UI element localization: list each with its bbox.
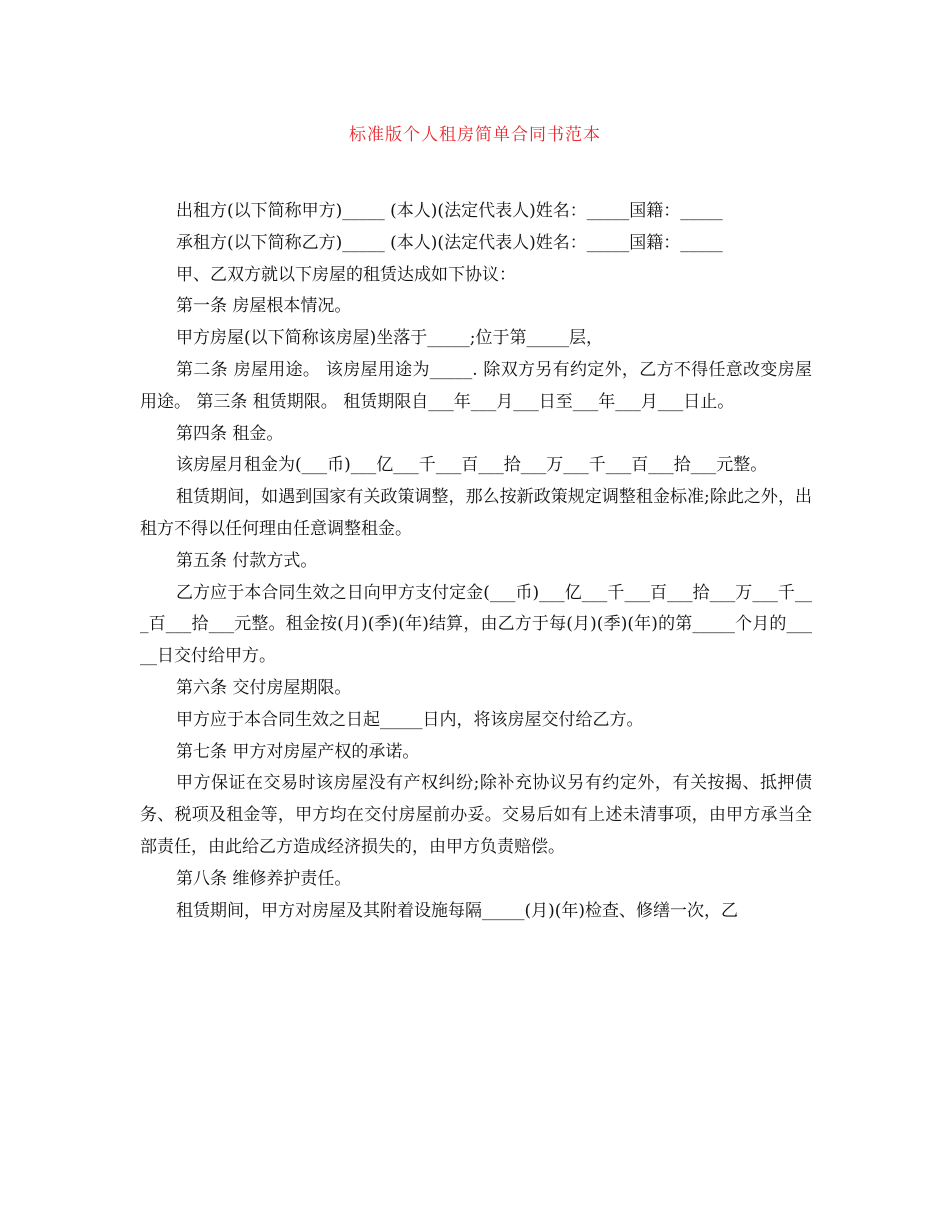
article-4-heading: 第四条 租金。 [176, 423, 284, 444]
article-7-heading: 第七条 甲方对房屋产权的承诺。 [176, 741, 420, 762]
article-8-body: 租赁期间，甲方对房屋及其附着设施每隔_____(月)(年)检查、修缮一次，乙 [176, 900, 739, 921]
document-title: 标准版个人租房简单合同书范本 [349, 125, 601, 145]
article-4-adjustment: 租赁期间，如遇到国家有关政策调整，那么按新政策规定调整租金标准;除此之外，出租方不得以任何理由任意调整租金。 [140, 487, 812, 539]
article-5-body: 乙方应于本合同生效之日向甲方支付定金(___币)___亿___千___百___拾___万___千___百___拾___元整。租金按(月)(季)(年)结算，由乙方于每(月)(季)(年)的第_____个月的_____日交付给甲方。 [140, 582, 812, 667]
article-4-rent: 该房屋月租金为(___币)___亿___千___百___拾___万___千___百___拾___元整。 [176, 455, 768, 476]
paragraph-lessee: 承租方(以下简称乙方)_____ (本人)(法定代表人)姓名：_____国籍：_____ [176, 232, 723, 253]
article-1-body: 甲方房屋(以下简称该房屋)坐落于_____;位于第_____层， [176, 328, 603, 349]
article-5-heading: 第五条 付款方式。 [176, 550, 318, 571]
article-1-heading: 第一条 房屋根本情况。 [176, 296, 352, 317]
article-6-heading: 第六条 交付房屋期限。 [176, 677, 352, 698]
paragraph-agreement-intro: 甲、乙双方就以下房屋的租赁达成如下协议： [176, 264, 516, 285]
article-2-3-body: 第二条 房屋用途。 该房屋用途为_____. 除双方另有约定外，乙方不得任意改变房屋用途。 第三条 租赁期限。 租赁期限自___年___月___日至___年___月___日止。 [140, 359, 812, 412]
paragraph-lessor: 出租方(以下简称甲方)_____ (本人)(法定代表人)姓名：_____国籍：_____ [176, 201, 723, 221]
document-body [140, 196, 812, 927]
article-7-body: 甲方保证在交易时该房屋没有产权纠纷;除补充协议另有约定外，有关按揭、抵押债务、税项及租金等，甲方均在交付房屋前办妥。交易后如有上述未清事项，由甲方承当全部责任，由此给乙方造成经济损失的，由甲方负责赔偿。 [140, 773, 812, 857]
article-8-heading: 第八条 维修养护责任。 [176, 868, 352, 889]
article-6-body: 甲方应于本合同生效之日起_____日内，将该房屋交付给乙方。 [176, 709, 644, 730]
